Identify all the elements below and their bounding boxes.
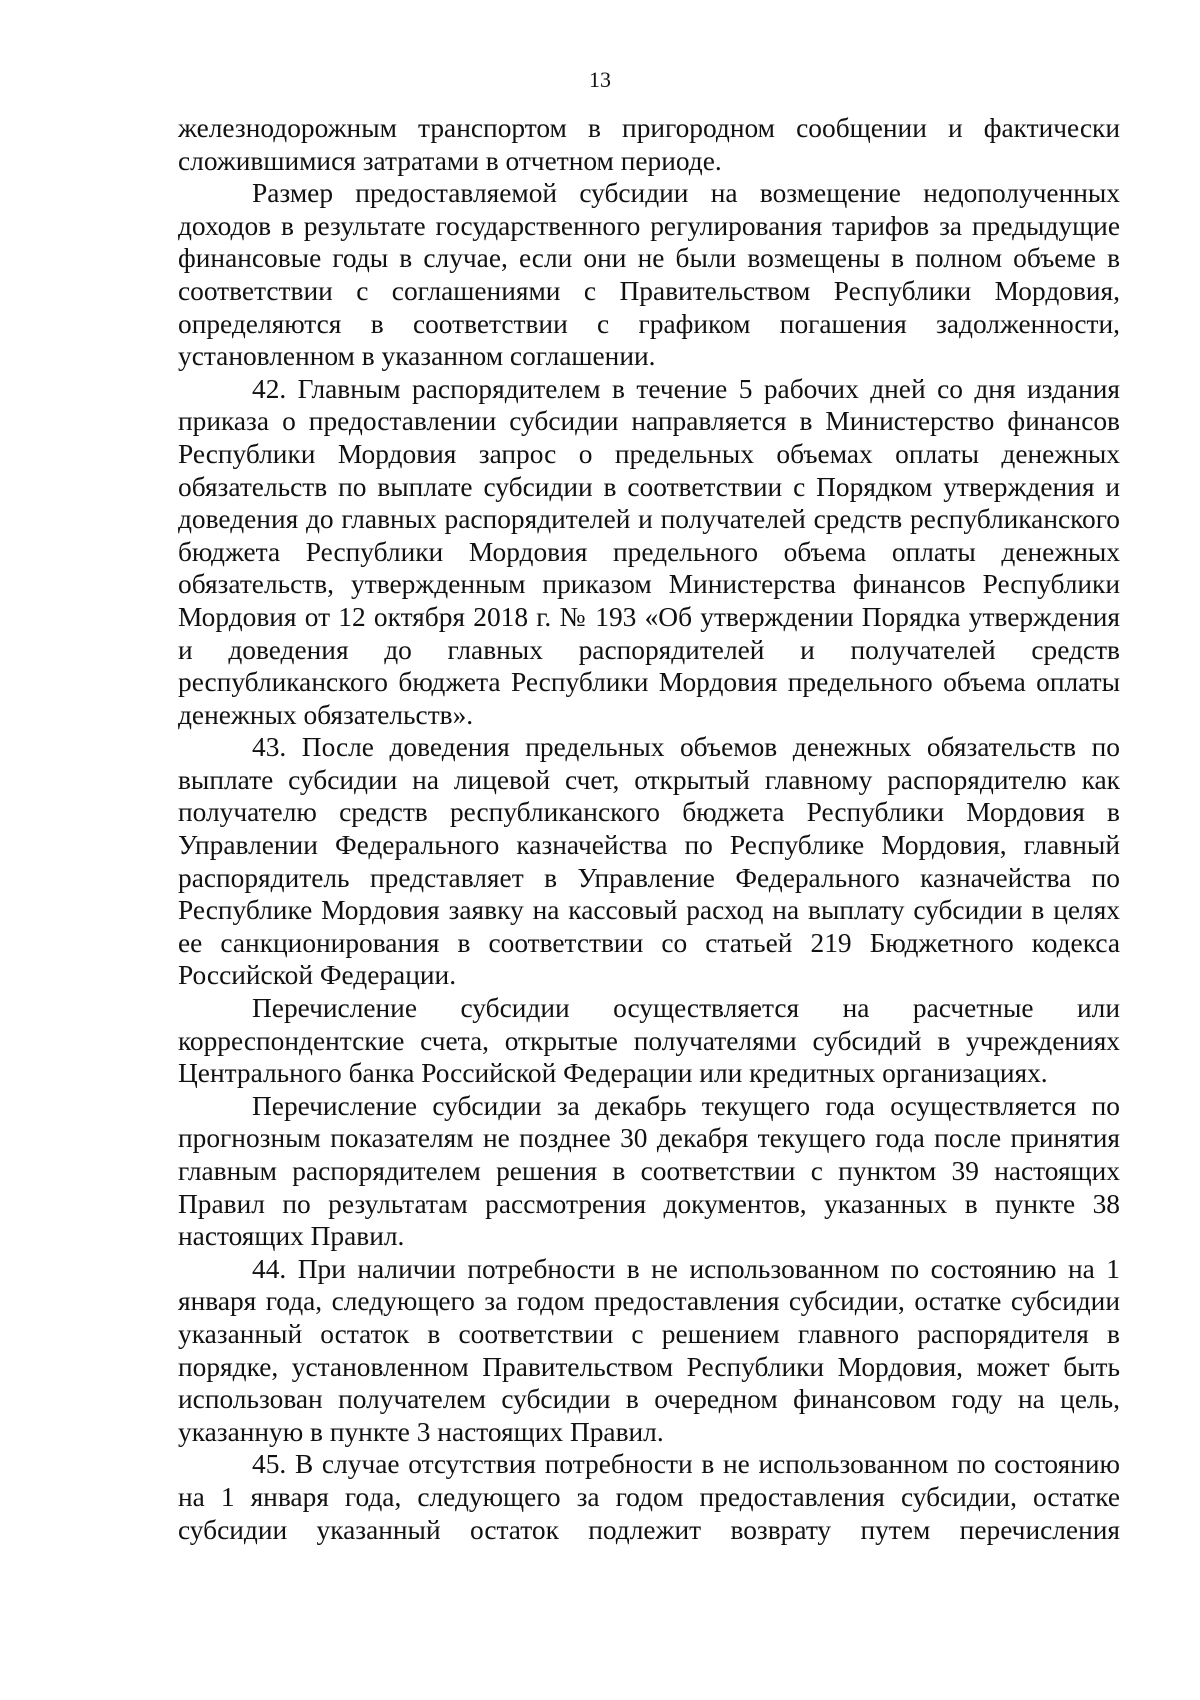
paragraph-45: 45. В случае отсутствия потребности в не использованном по состоянию на 1 января года, следующего за годом предоставления субсидии, остатке субсидии указанный остаток подлежит возврату путем перечисления [178,1449,1120,1545]
paragraph-transfer-accounts: Перечисление субсидии осуществляется на расчетные или корреспондентские счета, открытые получателями субсидий в учреждениях Центрального банка Российской Федерации или кредитных организациях. [178,993,1120,1089]
paragraph-44: 44. При наличии потребности в не использованном по состоянию на 1 января года, следующего за годом предоставления субсидии, остатке субсидии указанный остаток в соответствии с решением главного распорядителя в порядке, установленном Правительством Республики Мордовия, может быть использован получателем субсидии в очередном финансовом году на цель, указанную в пункте 3 настоящих Правил. [178,1253,1120,1447]
paragraph-december-transfer: Перечисление субсидии за декабрь текущего года осуществляется по прогнозным показателям не позднее 30 декабря текущего года после принятия главным распорядителем решения в соответствии с пунктом 39 настоящих Правил по результатам рассмотрения документов, указанных в пункте 38 настоящих Правил. [178,1090,1120,1252]
paragraph-42: 42. Главным распорядителем в течение 5 рабочих дней со дня издания приказа о предоставлении субсидии направляется в Министерство финансов Республики Мордовия запрос о предельных объемах оплаты денежных обязательств по выплате субсидии в соответствии с Порядком утверждения и доведения до главных распорядителей и получателей средств республиканского бюджета Республики Мордовия предельного объема оплаты денежных обязательств, утвержденным приказом Министерства финансов Республики Мордовия от 12 октября 2018 г. № 193 «Об утверждении Порядка утверждения и доведения до главных распорядителей и получателей средств республиканского бюджета Республики Мордовия предельного объема оплаты денежных обязательств». [178,373,1120,730]
paragraph-continuation: железнодорожным транспортом в пригородном сообщении и фактически сложившимися затратами в отчетном периоде. [178,113,1120,176]
paragraph-43: 43. После доведения предельных объемов денежных обязательств по выплате субсидии на лицевой счет, открытый главному распорядителю как получателю средств республиканского бюджета Республики Мордовия в Управлении Федерального казначейства по Республике Мордовия, главный распорядитель представляет в Управление Федерального казначейства по Республике Мордовия заявку на кассовый расход на выплату субсидии в целях ее санкционирования в соответствии со статьей 219 Бюджетного кодекса Российской Федерации. [178,732,1120,991]
page-number: 13 [589,67,611,92]
document-body [178,112,1120,1546]
paragraph-subsidy-size: Размер предоставляемой субсидии на возмещение недополученных доходов в результате государственного регулирования тарифов за предыдущие финансовые годы в случае, если они не были возмещены в полном объеме в соответствии с соглашениями с Правительством Республики Мордовия, определяются в соответствии с графиком погашения задолженности, установленном в указанном соглашении. [178,178,1120,372]
